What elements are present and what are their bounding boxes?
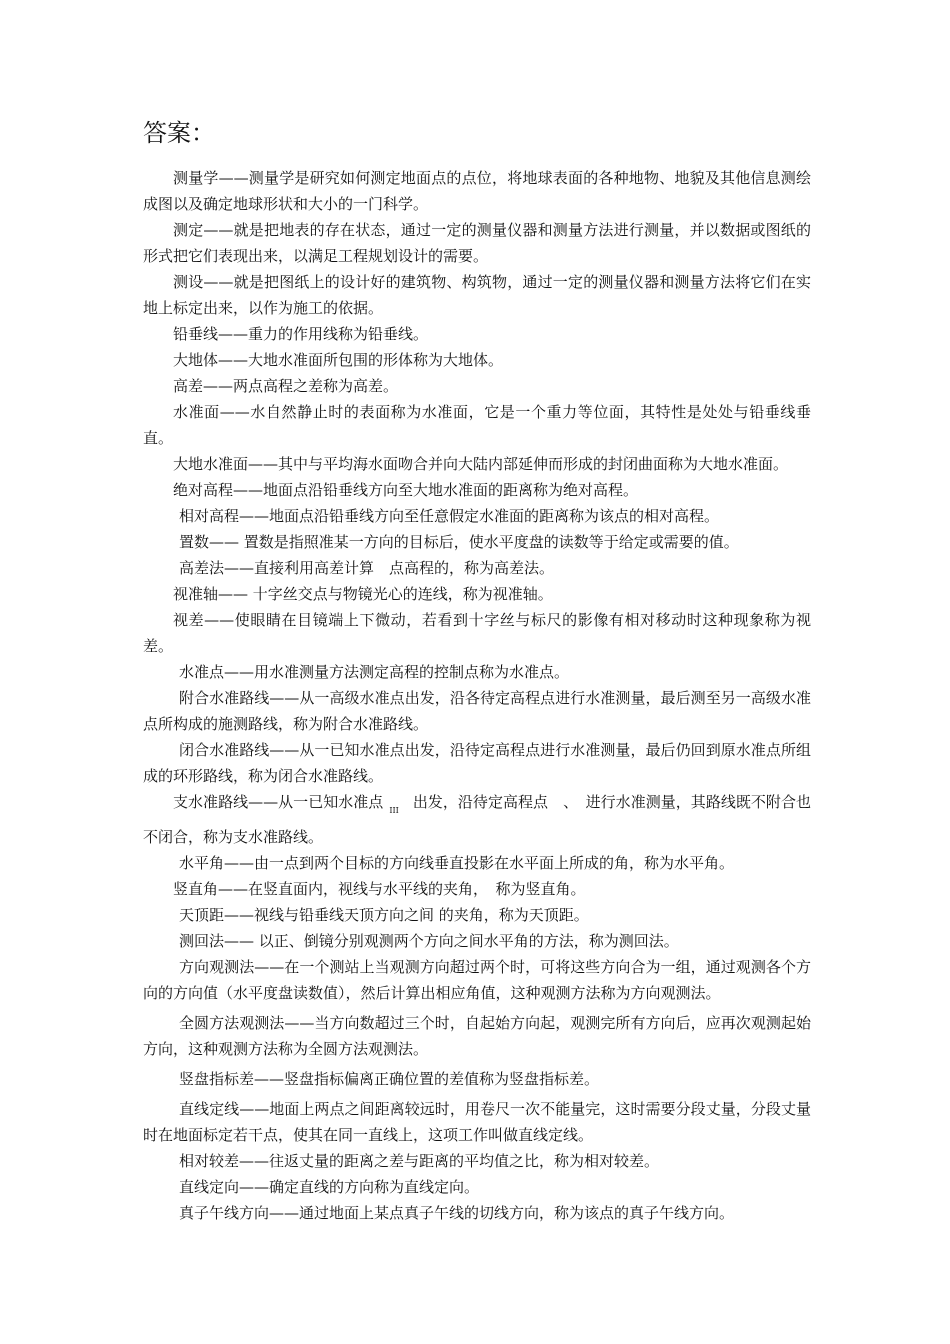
point-subscript: III [389,806,399,815]
definition-benchmark: 水准点——用水准测量方法测定高程的控制点称为水准点。 [179,663,570,681]
definition-direction-method: 方向观测法——在一个测站上当观测方向超过两个时，可将这些方向合为一组，通过观测各个方向的方向值（水平度盘读数值），然后计算出相应角值，这种观测方法称为方向观测法。 [143,958,811,1002]
definition-setting-out: 测设——就是把图纸上的设计好的建筑物、构筑物，通过一定的测量仪器和测量方法将它们在实地上标定出来，以作为施工的依据。 [143,273,811,317]
definition-spur-part-a: 支水准路线——从一已知水准点 [173,793,384,811]
definition-vertical-angle: 竖直角——在竖直面内，视线与水平线的夹角， 称为竖直角。 [173,880,586,898]
definition-full-round-method: 全圆方法观测法——当方向数超过三个时，自起始方向起，观测完所有方向后，应再次观测起始方向，这种观测方法称为全圆方法观测法。 [143,1014,811,1058]
definition-height-difference-method: 高差法——直接利用高差计算 点高程的，称为高差法。 [179,559,555,577]
definition-index-error: 竖盘指标差——竖盘指标偏离正确位置的差值称为竖盘指标差。 [179,1070,600,1088]
definition-closed-leveling-line: 闭合水准路线——从一已知水准点出发，沿待定高程点进行水准测量，最后仍回到原水准点所组成的环形路线，称为闭合水准路线。 [143,741,811,785]
definition-relative-discrepancy: 相对较差——往返丈量的距离之差与距离的平均值之比，称为相对较差。 [179,1152,660,1170]
definition-height-difference: 高差——两点高程之差称为高差。 [173,377,399,395]
definitions-list [143,165,811,1226]
definition-spur-part-b: 出发，沿待定高程点 、 进行水准测量，其路线既不附合也不闭合，称为支水准路线。 [143,793,811,846]
definition-zenith-distance: 天顶距——视线与铅垂线天顶方向之间 的夹角，称为天顶距。 [179,906,589,924]
definition-collimation-axis: 视准轴—— 十字丝交点与物镜光心的连线，称为视准轴。 [173,585,553,603]
definition-line-orientation: 直线定向——确定直线的方向称为直线定向。 [179,1178,480,1196]
definition-measurement: 测定——就是把地表的存在状态，通过一定的测量仪器和测量方法进行测量，并以数据或图纸的形式把它们表现出来，以满足工程规划设计的需要。 [143,221,811,265]
definition-surveying: 测量学——测量学是研究如何测定地面点的点位，将地球表面的各种地物、地貌及其他信息测绘成图以及确定地球形状和大小的一门科学。 [143,169,811,213]
definition-set-reading: 置数—— 置数是指照准某一方向的目标后，使水平度盘的读数等于给定或需要的值。 [179,533,739,551]
definition-absolute-elevation: 绝对高程——地面点沿铅垂线方向至大地水准面的距离称为绝对高程。 [173,481,639,499]
definition-relative-elevation: 相对高程——地面点沿铅垂线方向至任意假定水准面的距离称为该点的相对高程。 [179,507,720,525]
definition-geoid-body: 大地体——大地水准面所包围的形体称为大地体。 [173,351,504,369]
definition-level-surface: 水准面——水自然静止时的表面称为水准面，它是一个重力等位面，其特性是处处与铅垂线垂直。 [143,403,811,447]
definition-measuring-round: 测回法—— 以正、倒镜分别观测两个方向之间水平角的方法，称为测回法。 [179,932,679,950]
definition-horizontal-angle: 水平角——由一点到两个目标的方向线垂直投影在水平面上所成的角，称为水平角。 [179,854,735,872]
definition-plumb-line: 铅垂线——重力的作用线称为铅垂线。 [173,325,429,343]
definition-geoid: 大地水准面——其中与平均海水面吻合并向大陆内部延伸而形成的封闭曲面称为大地水准面。 [173,455,789,473]
definition-annexed-leveling-line: 附合水准路线——从一高级水准点出发，沿各待定高程点进行水准测量，最后测至另一高级水准点所构成的施测路线，称为附合水准路线。 [143,689,811,733]
definition-true-meridian-direction: 真子午线方向——通过地面上某点真子午线的切线方向，称为该点的真子午线方向。 [179,1204,735,1222]
page-title: 答案： [143,119,215,147]
definition-parallax: 视差——使眼睛在目镜端上下微动，若看到十字丝与标尺的影像有相对移动时这种现象称为视差。 [143,611,811,655]
definition-spur-leveling-line [143,789,811,850]
definition-line-alignment: 直线定线——地面上两点之间距离较远时，用卷尺一次不能量完，这时需要分段丈量，分段丈量时在地面标定若干点，使其在同一直线上，这项工作叫做直线定线。 [143,1100,811,1144]
